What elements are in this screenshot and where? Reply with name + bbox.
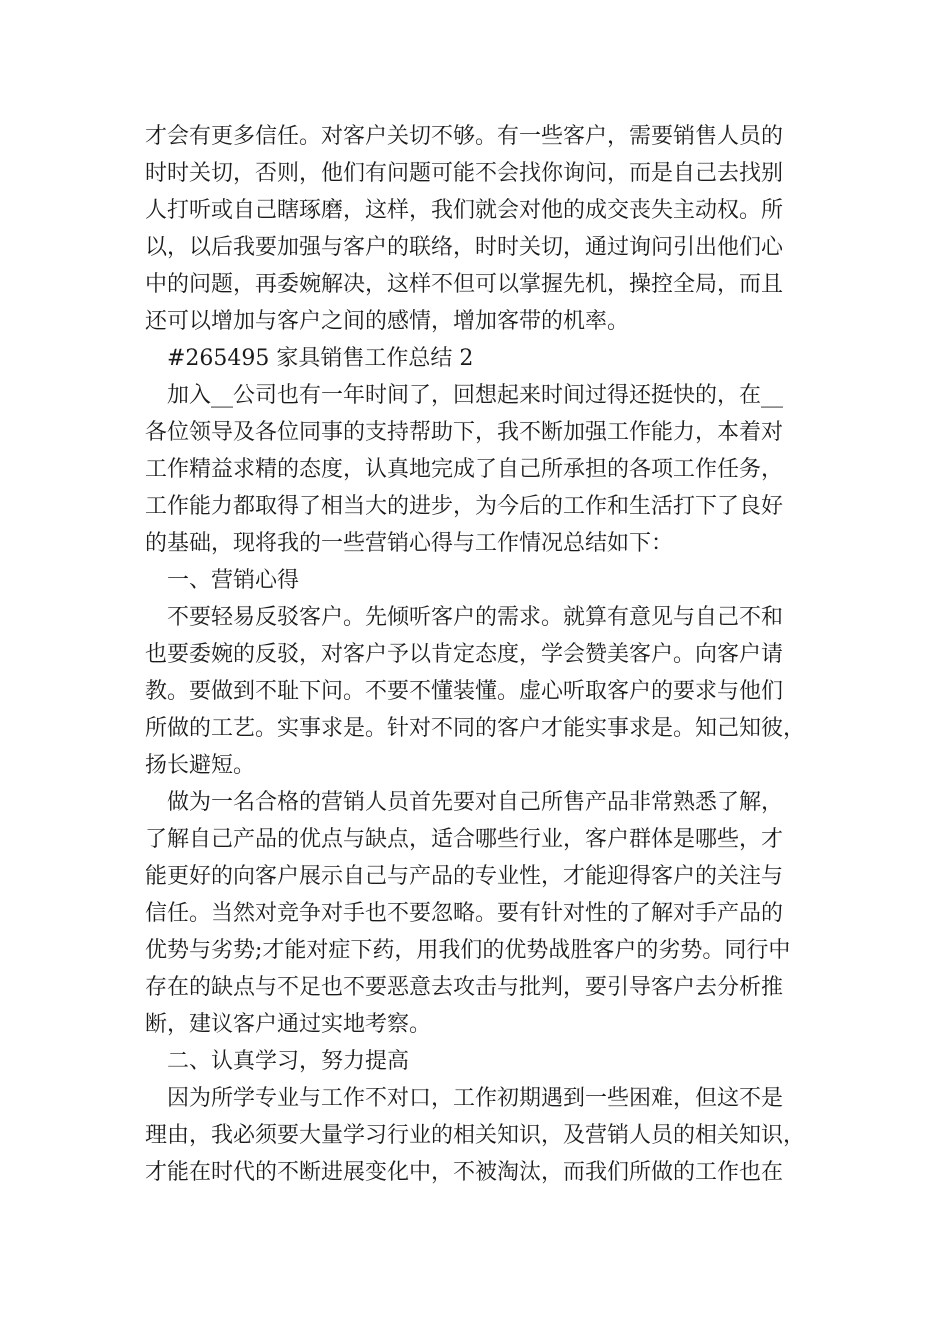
text-line: 扬长避短。 xyxy=(145,753,256,778)
text-line: 工作能力都取得了相当大的进步，为今后的工作和生活打下了良好 xyxy=(145,494,784,519)
text-line: 人打听或自己瞎琢磨，这样，我们就会对他的成交丧失主动权。所 xyxy=(145,198,784,223)
text-line: 因为所学专业与工作不对口，工作初期遇到一些困难，但这不是 xyxy=(167,1086,784,1111)
text-line: 中的问题，再委婉解决，这样不但可以掌握先机，操控全局，而且 xyxy=(145,272,784,297)
text-line: 不要轻易反驳客户。先倾听客户的需求。就算有意见与自己不和 xyxy=(167,605,784,630)
text-line: 以，以后我要加强与客户的联络，时时关切，通过询问引出他们心 xyxy=(145,235,784,260)
text-line: 优势与劣势;才能对症下药，用我们的优势战胜客户的劣势。同行中 xyxy=(145,938,791,963)
section-heading: 二、认真学习，努力提高 xyxy=(167,1049,410,1074)
section-heading: 一、营销心得 xyxy=(167,568,300,593)
text-line: 教。要做到不耻下问。不要不懂装懂。虚心听取客户的要求与他们 xyxy=(145,679,784,704)
text-line: 才会有更多信任。对客户关切不够。有一些客户，需要销售人员的 xyxy=(145,124,784,149)
text-line: 各位领导及各位同事的支持帮助下，我不断加强工作能力，本着对 xyxy=(145,420,784,445)
text-line: 也要委婉的反驳，对客户予以肯定态度，学会赞美客户。向客户请 xyxy=(145,642,784,667)
section-heading: #265495 家具销售工作总结 2 xyxy=(167,346,474,371)
text-line: 存在的缺点与不足也不要恶意去攻击与批判，要引导客户去分析推 xyxy=(145,975,784,1000)
text-line: 信任。当然对竞争对手也不要忽略。要有针对性的了解对手产品的 xyxy=(145,901,784,926)
text-line: 断，建议客户通过实地考察。 xyxy=(145,1012,432,1037)
text-line: 的基础，现将我的一些营销心得与工作情况总结如下： xyxy=(145,531,674,556)
text-line: 理由，我必须要大量学习行业的相关知识，及营销人员的相关知识， xyxy=(145,1123,806,1148)
text-line: 时时关切，否则，他们有问题可能不会找你询问，而是自己去找别 xyxy=(145,161,784,186)
text-line: 才能在时代的不断进展变化中，不被淘汰，而我们所做的工作也在 xyxy=(145,1160,784,1185)
text-line: 了解自己产品的优点与缺点，适合哪些行业，客户群体是哪些，才 xyxy=(145,827,784,852)
text-line: 做为一名合格的营销人员首先要对自己所售产品非常熟悉了解， xyxy=(167,790,784,815)
text-line: 加入__公司也有一年时间了，回想起来时间过得还挺快的，在__ xyxy=(167,383,784,408)
text-line: 所做的工艺。实事求是。针对不同的客户才能实事求是。知己知彼， xyxy=(145,716,806,741)
document-body xyxy=(145,118,835,1191)
text-line: 工作精益求精的态度，认真地完成了自己所承担的各项工作任务， xyxy=(145,457,784,482)
text-line: 能更好的向客户展示自己与产品的专业性，才能迎得客户的关注与 xyxy=(145,864,784,889)
text-line: 还可以增加与客户之间的感情，增加客带的机率。 xyxy=(145,309,630,334)
